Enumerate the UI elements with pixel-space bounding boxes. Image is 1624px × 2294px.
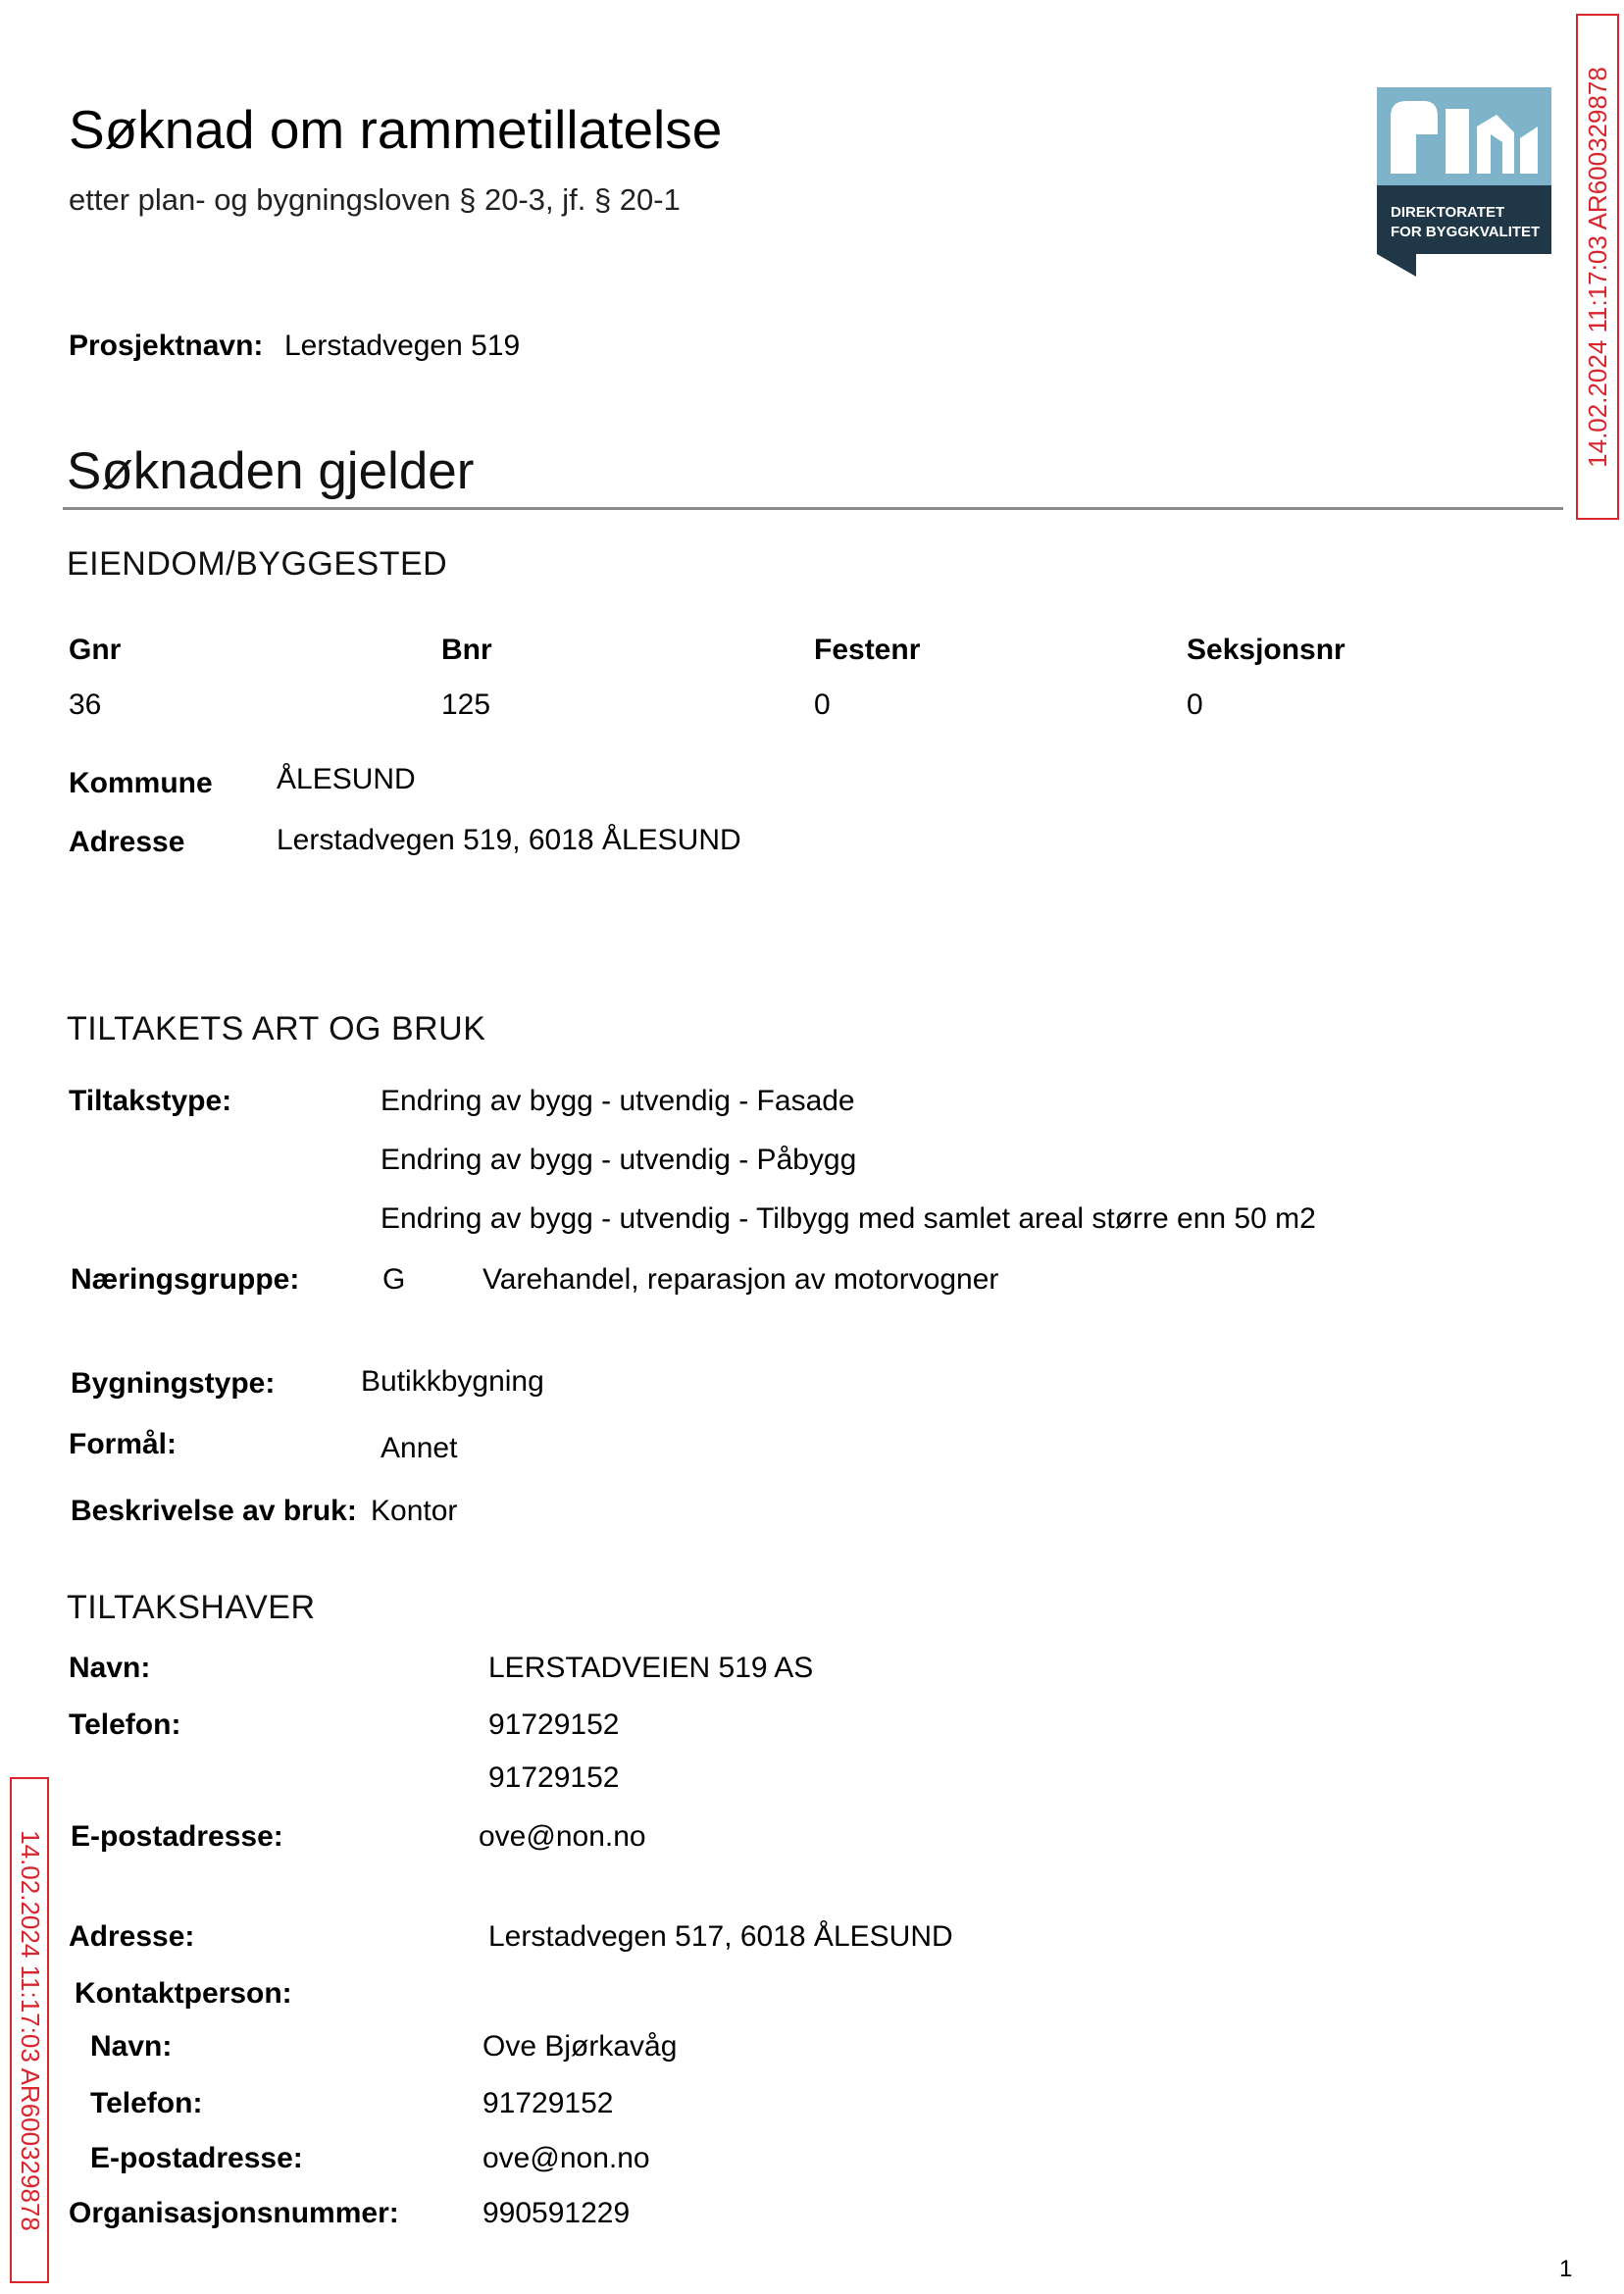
applicant-phone-value: 91729152 xyxy=(488,1761,620,1794)
document-title: Søknad om rammetillatelse xyxy=(69,99,723,160)
applicant-email-value: ove@non.no xyxy=(479,1820,646,1853)
contact-phone-label: Telefon: xyxy=(90,2087,203,2119)
logo-text-line1: DIREKTORATET xyxy=(1391,204,1505,221)
applicant-phone-label: Telefon: xyxy=(69,1708,181,1741)
property-heading: EIENDOM/BYGGESTED xyxy=(67,545,448,583)
applicant-phone-value: 91729152 xyxy=(488,1708,620,1741)
archive-stamp-bottom xyxy=(10,1777,49,2283)
logo-text-line2: FOR BYGGKVALITET xyxy=(1391,224,1541,240)
bygningstype-value: Butikkbygning xyxy=(361,1365,544,1398)
applicant-name-value: LERSTADVEIEN 519 AS xyxy=(488,1652,814,1684)
contact-person-label: Kontaktperson: xyxy=(75,1977,292,2010)
contact-email-value: ove@non.no xyxy=(482,2142,650,2174)
page-number: 1 xyxy=(1559,2256,1573,2282)
applicant-name-label: Navn: xyxy=(69,1652,151,1684)
dibk-logo xyxy=(1377,87,1551,277)
adresse-value: Lerstadvegen 519, 6018 ÅLESUND xyxy=(277,824,741,856)
document-subtitle: etter plan- og bygningsloven § 20-3, jf. § 20-1 xyxy=(69,182,681,217)
tiltakstype-label: Tiltakstype: xyxy=(69,1085,232,1117)
festenr-value: 0 xyxy=(814,688,831,721)
bnr-value: 125 xyxy=(441,688,491,721)
applicant-address-label: Adresse: xyxy=(69,1920,195,1953)
applicant-heading: TILTAKSHAVER xyxy=(67,1589,316,1626)
formal-label: Formål: xyxy=(69,1428,178,1460)
seksjonsnr-label: Seksjonsnr xyxy=(1187,634,1345,666)
tiltakstype-item: Endring av bygg - utvendig - Fasade xyxy=(381,1085,855,1117)
applicant-address-value: Lerstadvegen 517, 6018 ÅLESUND xyxy=(488,1920,953,1953)
naeringsgruppe-label: Næringsgruppe: xyxy=(71,1263,300,1296)
contact-phone-value: 91729152 xyxy=(482,2087,614,2119)
bygningstype-label: Bygningstype: xyxy=(71,1367,276,1400)
stamp-text: 14.02.2024 11:17:03 AR600329878 xyxy=(15,1829,45,2231)
bruk-label: Beskrivelse av bruk: xyxy=(71,1495,357,1527)
gnr-value: 36 xyxy=(69,688,102,721)
project-name-label: Prosjektnavn: xyxy=(69,330,264,362)
project-name-value: Lerstadvegen 519 xyxy=(284,330,521,362)
stamp-text: 14.02.2024 11:17:03 AR600329878 xyxy=(1582,66,1612,468)
section-heading: Søknaden gjelder xyxy=(67,442,475,500)
seksjonsnr-value: 0 xyxy=(1187,688,1203,721)
naeringsgruppe-value: Varehandel, reparasjon av motorvogner xyxy=(482,1263,999,1296)
applicant-email-label: E-postadresse: xyxy=(71,1820,283,1853)
org-number-label: Organisasjonsnummer: xyxy=(69,2197,399,2229)
formal-value: Annet xyxy=(381,1432,458,1464)
tiltakstype-item: Endring av bygg - utvendig - Påbygg xyxy=(381,1144,857,1176)
gnr-label: Gnr xyxy=(69,634,122,666)
bruk-value: Kontor xyxy=(371,1495,458,1527)
adresse-label: Adresse xyxy=(69,826,185,858)
org-number-value: 990591229 xyxy=(482,2197,631,2229)
naeringsgruppe-code: G xyxy=(382,1263,406,1296)
measure-heading: TILTAKETS ART OG BRUK xyxy=(67,1010,486,1047)
tiltakstype-item: Endring av bygg - utvendig - Tilbygg med samlet areal større enn 50 m2 xyxy=(381,1202,1316,1235)
kommune-label: Kommune xyxy=(69,767,213,799)
contact-name-value: Ove Bjørkavåg xyxy=(482,2030,678,2063)
contact-email-label: E-postadresse: xyxy=(90,2142,303,2174)
bnr-label: Bnr xyxy=(441,634,492,666)
festenr-label: Festenr xyxy=(814,634,921,666)
archive-stamp-top xyxy=(1576,14,1619,520)
section-divider xyxy=(63,507,1563,510)
kommune-value: ÅLESUND xyxy=(277,763,416,795)
contact-name-label: Navn: xyxy=(90,2030,173,2063)
